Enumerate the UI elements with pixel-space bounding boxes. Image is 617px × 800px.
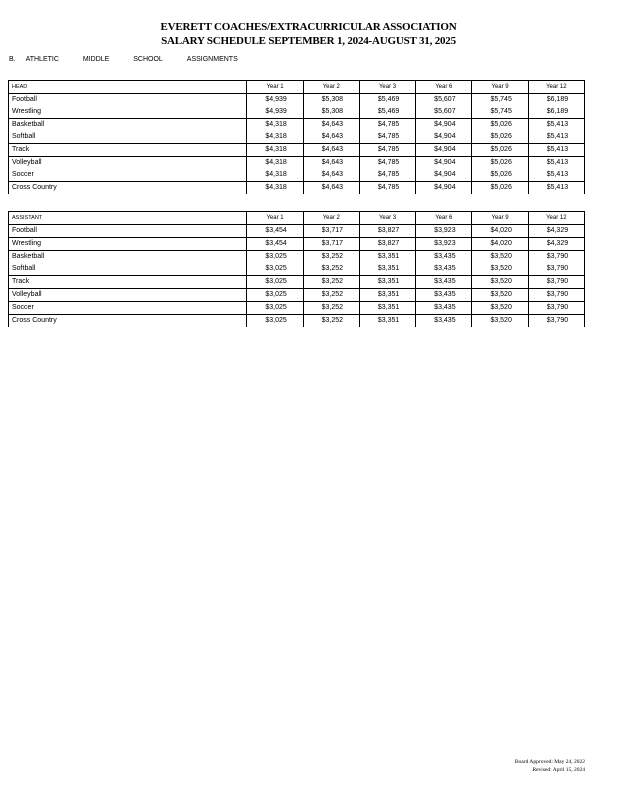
salary-cell: $4,939: [247, 94, 303, 107]
salary-cell: $3,025: [247, 263, 303, 276]
column-header: Year 1: [247, 212, 303, 225]
table-row: [9, 315, 585, 328]
column-header: Year 2: [303, 212, 359, 225]
salary-cell: $5,026: [472, 119, 528, 132]
head-coach-salary-table: [8, 80, 585, 194]
salary-cell: $4,020: [472, 225, 528, 238]
salary-cell: $3,790: [528, 289, 584, 302]
column-header: Year 12: [528, 212, 584, 225]
salary-cell: $3,520: [472, 302, 528, 315]
revised-note: Revised: April 15, 2024: [532, 767, 585, 773]
salary-cell: $3,520: [472, 289, 528, 302]
column-header: Year 12: [528, 81, 584, 94]
salary-cell: $5,413: [528, 131, 584, 144]
sport-name-cell: Softball: [9, 131, 247, 144]
salary-cell: $3,025: [247, 315, 303, 328]
salary-cell: $5,413: [528, 157, 584, 170]
salary-cell: $3,827: [359, 238, 415, 251]
sport-name-cell: Basketball: [9, 251, 247, 264]
column-header: Year 9: [472, 212, 528, 225]
table-header-row: [9, 81, 585, 94]
salary-cell: $5,607: [416, 94, 472, 107]
salary-cell: $3,351: [359, 315, 415, 328]
salary-cell: $4,318: [247, 157, 303, 170]
table-row: [9, 144, 585, 157]
table-body: [9, 94, 585, 195]
table-row: [9, 106, 585, 119]
salary-cell: $3,435: [416, 276, 472, 289]
table-row: [9, 182, 585, 195]
salary-cell: $4,785: [359, 119, 415, 132]
salary-cell: $4,785: [359, 169, 415, 182]
table-row: [9, 238, 585, 251]
salary-cell: $5,469: [359, 106, 415, 119]
salary-cell: $5,469: [359, 94, 415, 107]
salary-cell: $4,904: [416, 157, 472, 170]
salary-cell: $3,790: [528, 263, 584, 276]
salary-cell: $4,643: [303, 157, 359, 170]
salary-cell: $4,318: [247, 182, 303, 195]
salary-cell: $3,790: [528, 276, 584, 289]
sport-name-cell: Cross Country: [9, 182, 247, 195]
salary-cell: $4,020: [472, 238, 528, 251]
salary-cell: $3,520: [472, 315, 528, 328]
salary-cell: $5,026: [472, 182, 528, 195]
salary-cell: $5,026: [472, 144, 528, 157]
salary-cell: $3,435: [416, 263, 472, 276]
salary-cell: $4,643: [303, 144, 359, 157]
section-word-school: SCHOOL: [133, 56, 163, 63]
salary-cell: $4,904: [416, 182, 472, 195]
salary-cell: $5,413: [528, 119, 584, 132]
column-header: Year 2: [303, 81, 359, 94]
column-header: Year 1: [247, 81, 303, 94]
section-heading: [9, 56, 260, 63]
salary-cell: $4,785: [359, 131, 415, 144]
sport-name-cell: Basketball: [9, 119, 247, 132]
salary-cell: $3,520: [472, 251, 528, 264]
table-header-row: [9, 212, 585, 225]
salary-cell: $5,308: [303, 94, 359, 107]
salary-cell: $5,413: [528, 144, 584, 157]
salary-cell: $5,745: [472, 94, 528, 107]
salary-cell: $3,025: [247, 302, 303, 315]
table-row: [9, 276, 585, 289]
salary-cell: $4,329: [528, 238, 584, 251]
section-word-assignments: ASSIGNMENTS: [186, 56, 238, 63]
sport-name-cell: Cross Country: [9, 315, 247, 328]
salary-cell: $3,827: [359, 225, 415, 238]
column-header: Year 6: [416, 81, 472, 94]
sport-name-cell: Wrestling: [9, 238, 247, 251]
column-header: Year 6: [416, 212, 472, 225]
salary-cell: $3,435: [416, 251, 472, 264]
salary-cell: $4,318: [247, 169, 303, 182]
salary-cell: $3,717: [303, 225, 359, 238]
salary-cell: $3,252: [303, 263, 359, 276]
salary-cell: $3,717: [303, 238, 359, 251]
salary-cell: $5,026: [472, 169, 528, 182]
salary-cell: $3,520: [472, 263, 528, 276]
table-row: [9, 302, 585, 315]
sport-name-cell: Soccer: [9, 169, 247, 182]
sport-name-cell: Wrestling: [9, 106, 247, 119]
salary-cell: $3,025: [247, 289, 303, 302]
salary-cell: $4,318: [247, 119, 303, 132]
salary-cell: $3,351: [359, 302, 415, 315]
salary-cell: $3,252: [303, 302, 359, 315]
salary-cell: $3,790: [528, 302, 584, 315]
salary-cell: $3,435: [416, 315, 472, 328]
salary-cell: $3,520: [472, 276, 528, 289]
salary-cell: $4,643: [303, 119, 359, 132]
salary-cell: $3,351: [359, 289, 415, 302]
salary-cell: $5,413: [528, 169, 584, 182]
salary-cell: $5,026: [472, 157, 528, 170]
salary-cell: $4,904: [416, 169, 472, 182]
section-word-middle: MIDDLE: [82, 56, 110, 63]
sport-name-cell: Football: [9, 94, 247, 107]
salary-cell: $3,252: [303, 315, 359, 328]
salary-cell: $3,252: [303, 276, 359, 289]
assistant-coach-salary-table: [8, 211, 585, 327]
table-row: [9, 119, 585, 132]
salary-cell: $4,329: [528, 225, 584, 238]
column-header: Year 3: [359, 212, 415, 225]
salary-cell: $3,025: [247, 276, 303, 289]
salary-cell: $3,435: [416, 289, 472, 302]
salary-cell: $4,643: [303, 182, 359, 195]
salary-cell: $3,252: [303, 251, 359, 264]
salary-cell: $3,025: [247, 251, 303, 264]
sport-name-cell: Football: [9, 225, 247, 238]
table-header-label: ASSISTANT: [9, 212, 247, 225]
table-row: [9, 169, 585, 182]
table-row: [9, 94, 585, 107]
salary-cell: $5,026: [472, 131, 528, 144]
section-word-athletic: ATHLETIC: [25, 56, 59, 63]
salary-cell: $3,351: [359, 276, 415, 289]
salary-cell: $4,939: [247, 106, 303, 119]
table-body: [9, 225, 585, 328]
sport-name-cell: Volleyball: [9, 289, 247, 302]
salary-cell: $5,413: [528, 182, 584, 195]
salary-cell: $3,923: [416, 225, 472, 238]
sport-name-cell: Track: [9, 276, 247, 289]
sport-name-cell: Track: [9, 144, 247, 157]
salary-cell: $6,189: [528, 106, 584, 119]
salary-cell: $3,923: [416, 238, 472, 251]
sport-name-cell: Softball: [9, 263, 247, 276]
salary-cell: $4,318: [247, 131, 303, 144]
salary-cell: $6,189: [528, 94, 584, 107]
salary-cell: $3,790: [528, 251, 584, 264]
salary-cell: $3,351: [359, 251, 415, 264]
salary-cell: $3,351: [359, 263, 415, 276]
table-row: [9, 251, 585, 264]
section-letter: B.: [9, 56, 16, 63]
table-row: [9, 157, 585, 170]
salary-cell: $4,643: [303, 169, 359, 182]
salary-cell: $4,785: [359, 182, 415, 195]
salary-cell: $4,318: [247, 144, 303, 157]
table-header-label: HEAD: [9, 81, 247, 94]
salary-cell: $3,454: [247, 225, 303, 238]
salary-cell: $3,435: [416, 302, 472, 315]
salary-cell: $4,785: [359, 144, 415, 157]
board-approved-note: Board Approved: May 24, 2022: [514, 759, 585, 765]
column-header: Year 9: [472, 81, 528, 94]
salary-cell: $3,252: [303, 289, 359, 302]
table-row: [9, 225, 585, 238]
column-header: Year 3: [359, 81, 415, 94]
salary-cell: $5,607: [416, 106, 472, 119]
table-row: [9, 263, 585, 276]
document-title-line-2: SALARY SCHEDULE SEPTEMBER 1, 2024-AUGUST 31, 2025: [161, 35, 456, 47]
salary-cell: $3,454: [247, 238, 303, 251]
table-row: [9, 131, 585, 144]
salary-cell: $4,904: [416, 144, 472, 157]
sport-name-cell: Volleyball: [9, 157, 247, 170]
sport-name-cell: Soccer: [9, 302, 247, 315]
salary-cell: $4,904: [416, 131, 472, 144]
salary-cell: $3,790: [528, 315, 584, 328]
salary-cell: $5,745: [472, 106, 528, 119]
salary-cell: $5,308: [303, 106, 359, 119]
salary-cell: $4,904: [416, 119, 472, 132]
salary-cell: $4,785: [359, 157, 415, 170]
table-row: [9, 289, 585, 302]
salary-cell: $4,643: [303, 131, 359, 144]
document-title-line-1: EVERETT COACHES/EXTRACURRICULAR ASSOCIATION: [160, 21, 457, 33]
